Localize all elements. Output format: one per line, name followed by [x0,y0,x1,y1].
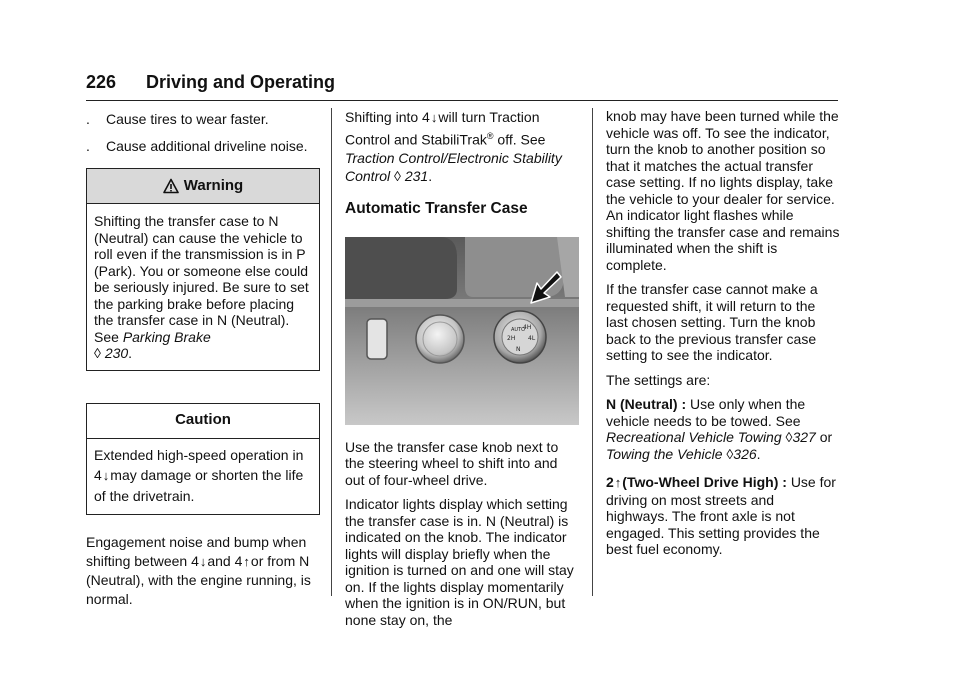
para-text-c: or from N (Neutral), with the engine running, is normal. [86,552,311,607]
settings-intro: The settings are: [606,371,711,388]
setting-neutral-text: Use only when the vehicle needs to be towed. See [606,396,806,429]
high-arrow-icon: ↑ [243,553,250,569]
setting-2h-label: (Two-Wheel Drive High) : [622,474,787,490]
transfer-case-knob-photo [345,237,579,425]
page-header [86,68,838,101]
page-ref-icon: ◊ [785,429,793,445]
setting-2h-text: Use for driving on most streets and highways. The front axle is not engaged. This setting provides the best fuel economy. [606,474,836,557]
column-1 [86,108,320,617]
warning-header [87,169,319,204]
warning-triangle-icon [163,178,179,194]
column-divider [331,108,332,596]
list-item [86,111,320,128]
svg-text:AUTO: AUTO [511,327,526,334]
caution-header [87,404,319,439]
registered-mark: ® [486,131,494,141]
page-ref-icon: ◊ [94,345,101,361]
warning-box [86,168,320,371]
4-low-arrow-icon: ↓ [102,467,110,483]
rv-towing-page[interactable]: 327 [792,429,816,445]
setting-two-high [606,474,840,558]
warning-title: Warning [183,176,244,194]
engagement-paragraph [86,533,320,609]
4-low-arrow-icon: ↓ [430,110,438,125]
svg-text:4H: 4H [523,324,532,332]
knob-off-paragraph: knob may have been turned while the vehicle was off. To see the indicator, turn the knob to another position so that it matches the actual transfer case setting. If no lights display, take the vehicle to your dealer for service. An indicator light flashes while shifting the transfer case and remains illuminated when the shift is complete. [606,108,840,273]
warning-ref-page[interactable]: 230 [104,345,129,361]
svg-text:2H: 2H [507,335,516,343]
list-item [86,138,320,155]
page-ref-icon: ◊ [394,167,401,184]
column-divider [592,108,593,596]
indicator-paragraph: Indicator lights display which setting the transfer case is in. N (Neutral) is indicated on the knob. The indicator lights will display briefly when the ignition is turned on and one will stay on. If the lights display momentarily when the ignition is in ON/RUN, but none stay on, the [345,496,574,628]
or-text: or [819,429,833,445]
page-number: 226 [86,72,117,92]
bullet-text: Cause tires to wear faster. [106,111,269,127]
section-heading: Automatic Transfer Case [345,199,528,217]
intro-end: . [428,167,433,184]
bullet-icon: . [86,137,90,154]
4-low-arrow-icon: ↓ [199,553,207,569]
svg-text:N: N [516,346,521,354]
caution-body [87,439,319,514]
warning-end: . [128,345,133,361]
setting-neutral-label: N (Neutral) : [606,396,687,412]
column-3 [606,108,840,566]
intro-text-c: off. See [497,131,546,148]
bullet-text: Cause additional driveline noise. [106,137,308,154]
towing-vehicle-ref[interactable]: Towing the Vehicle [606,445,723,462]
intro-text-a: Shifting into 4 [345,109,430,125]
setting-neutral [606,396,840,462]
neutral-end: . [756,445,761,462]
column-2 [345,108,579,636]
svg-text:4L: 4L [528,335,536,343]
warning-text: Shifting the transfer case to N (Neutral) can cause the vehicle to roll even if the transmission is in P (Park). You or someone else could be seriously injured. Be sure to set the parking brake before placing the transfer case in N (Neutral). See [94,213,309,345]
intro-text-b: will turn Traction Control and StabiliTrak [345,109,540,148]
para-text-b: and 4 [207,552,243,569]
warning-body [87,204,319,370]
warning-ref-title[interactable]: Parking Brake [122,328,211,345]
rv-towing-ref[interactable]: Recreational Vehicle Towing [606,429,782,445]
knob-paragraph: Use the transfer case knob next to the steering wheel to shift into and out of four-wheel drive. [345,438,559,488]
caution-title: Caution [175,411,231,429]
shift-return-paragraph: If the transfer case cannot make a requested shift, it will return to the last chosen setting. Turn the knob back to the previous transfer case setting to see the indicator. [606,281,818,363]
intro-ref-title[interactable]: Traction Control/Electronic Stability Control [345,149,562,184]
towing-vehicle-page[interactable]: 326 [733,445,757,462]
traction-paragraph [345,108,579,185]
para-text-a: Engagement noise and bump when shifting between 4 [86,533,307,569]
section-title: Driving and Operating [146,72,336,92]
caution-box [86,403,320,515]
caution-text-a: Extended high-speed operation in 4 [94,446,304,483]
page-ref-icon: ◊ [726,445,734,462]
caution-text-b: may damage or shorten the life of the drivetrain. [94,466,304,504]
intro-ref-page[interactable]: 231 [404,167,429,184]
high-arrow-icon: ↑ [614,475,622,490]
bullet-icon: . [86,111,90,127]
setting-2h-number: 2 [606,474,614,490]
